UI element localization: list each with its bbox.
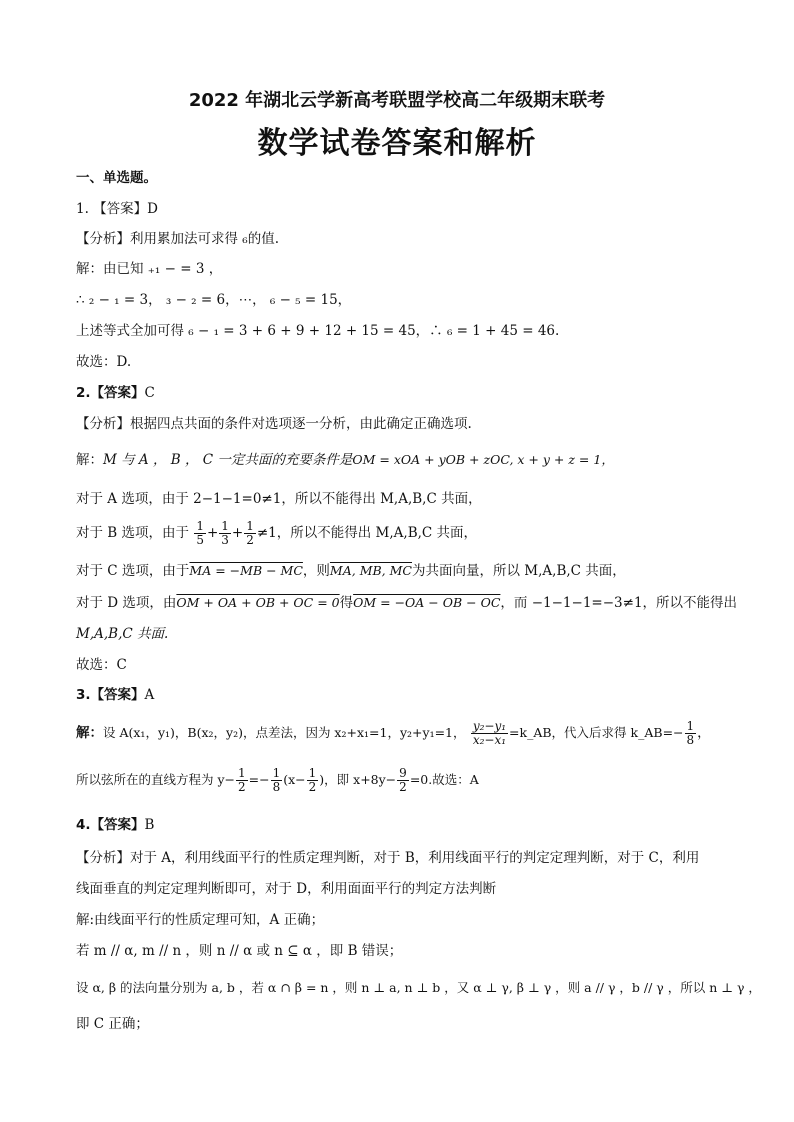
q1-line-1: 解：由已知 ₊₁ − = 3 ， bbox=[76, 261, 223, 277]
q4-answer bbox=[76, 815, 726, 835]
fraction-one-fifth: $\frac{1}{5}$ bbox=[196, 519, 204, 547]
q2-l1-text: M 与 A ， B ， C 一定共面的充要条件是 bbox=[103, 452, 353, 468]
q3-l2-prefix: 所以弦所在的直线方程为 y− bbox=[76, 772, 236, 787]
q2-l1-prefix: 解： bbox=[76, 452, 103, 468]
q1-answer: 1. 【答案】D bbox=[76, 201, 158, 217]
q3-l2-suffix: =0.故选：A bbox=[409, 772, 479, 787]
fraction-one-half: $\frac{1}{2}$ bbox=[246, 519, 254, 547]
q3-l2-mid2: (x− bbox=[283, 772, 306, 787]
q4-line-3: 设 α, β 的法向量分别为 a, b ，若 α ∩ β = n ，则 n ⊥ a, n ⊥ b ，又 α ⊥ γ, β ⊥ γ ，则 a // γ ，b // γ ，所以 n ⊥ γ ， bbox=[76, 980, 761, 995]
q4-line-2: 若 m // α, m // n ，则 n // α 或 n ⊆ α ，即 B 错误； bbox=[76, 943, 403, 959]
fraction-slope: $\frac{\text{y₂−y₁}}{\text{x₂−x₁}}$ bbox=[472, 719, 507, 747]
q2-l5-equation-2: OM = −OA − OB − OC bbox=[353, 595, 501, 610]
q2-l4-prefix: 对于 C 选项，由于 bbox=[76, 563, 190, 579]
q3-l1-end: ， bbox=[697, 725, 711, 741]
q2-line-1 bbox=[76, 450, 726, 470]
q2-answer bbox=[76, 383, 726, 403]
fraction-one-eighth-b: $\frac{1}{8}$ bbox=[272, 766, 281, 794]
q2-l4-vectors: MA, MB, MC bbox=[329, 563, 412, 578]
q1-line-3: 上述等式全加可得 ₆ − ₁ = 3 + 6 + 9 + 12 + 15 = 45，∴ ₆ = 1 + 45 = 46. bbox=[76, 323, 560, 339]
q4-answer-value: B bbox=[144, 817, 155, 833]
q2-l5-prefix: 对于 D 选项，由 bbox=[76, 595, 177, 611]
q4-analysis-1: 【分析】对于 A，利用线面平行的性质定理判断，对于 B，利用线面平行的判定定理判断，对于 C，利用 bbox=[76, 850, 700, 866]
q4-analysis-2: 线面垂直的判定定理判断即可，对于 D，利用面面平行的判定方法判断 bbox=[76, 881, 497, 897]
q2-l4-equation: MA = −MB − MC bbox=[189, 563, 303, 578]
document-title: 数学试卷答案和解析 bbox=[257, 126, 537, 161]
fraction-nine-half: $\frac{9}{2}$ bbox=[399, 766, 407, 794]
q2-line-6: M,A,B,C 共面. bbox=[76, 626, 169, 642]
q3-answer bbox=[76, 685, 726, 705]
q2-line-4 bbox=[76, 561, 726, 581]
fraction-one-half-b: $\frac{1}{2}$ bbox=[238, 766, 246, 794]
q2-answer-label: 2.【答案】 bbox=[76, 385, 145, 401]
q4-answer-label: 4.【答案】 bbox=[76, 817, 145, 833]
q2-answer-value: C bbox=[144, 385, 155, 401]
q3-answer-value: A bbox=[144, 687, 155, 703]
q4-line-1: 解:由线面平行的性质定理可知，A 正确； bbox=[76, 912, 325, 928]
q2-l4-suffix: 为共面向量，所以 M,A,B,C 共面， bbox=[412, 563, 626, 579]
q2-line-5 bbox=[76, 593, 738, 613]
q3-answer-label: 3.【答案】 bbox=[76, 687, 145, 703]
section-heading: 一、单选题。 bbox=[76, 170, 157, 186]
q3-l2-mid3: )，即 x+8y− bbox=[319, 772, 397, 787]
q2-l3-suffix: ≠1，所以不能得出 M,A,B,C 共面， bbox=[256, 525, 478, 541]
q4-line-4: 即 C 正确； bbox=[76, 1016, 149, 1032]
q2-l5-equation-1: OM + OA + OB + OC = 0 bbox=[176, 595, 340, 610]
q3-l1-prefix: 解： bbox=[76, 725, 103, 741]
q2-line-3: 对于 B 选项，由于 $\frac{1}{5}$ + $\frac{1}{3}$ + $\frac{1}{2}$ ≠1，所以不能得出 M,A,B,C 共面， bbox=[76, 519, 478, 547]
q2-line-7: 故选：C bbox=[76, 657, 127, 673]
q3-line-2 bbox=[76, 767, 726, 794]
exam-title: 2022 年湖北云学新高考联盟学校高二年级期末联考 bbox=[188, 90, 606, 111]
q1-line-2: ∴ ₂ − ₁ = 3， ₃ − ₂ = 6，⋯， ₆ − ₅ = 15， bbox=[76, 292, 352, 308]
q2-l1-equation: OM = xOA + yOB + zOC, x + y + z = 1， bbox=[352, 452, 614, 467]
q3-l1-text: 设 A(x₁，y₁)，B(x₂，y₂)，点差法，因为 x₂+x₁=1，y₂+y₁=1， bbox=[103, 725, 466, 740]
q2-analysis: 【分析】根据四点共面的条件对选项逐一分析，由此确定正确选项. bbox=[76, 416, 472, 432]
q2-l4-mid: ，则 bbox=[302, 563, 330, 579]
q2-l3-prefix: 对于 B 选项，由于 bbox=[76, 525, 190, 541]
q3-l1-after: =k_AB，代入后求得 k_AB=− bbox=[509, 725, 684, 740]
q1-line-4: 故选：D. bbox=[76, 354, 132, 370]
q1-analysis: 【分析】利用累加法可求得 ₆的值. bbox=[76, 231, 279, 247]
q3-line-1 bbox=[76, 720, 726, 747]
q2-l5-mid: 得 bbox=[339, 595, 354, 611]
fraction-one-third: $\frac{1}{3}$ bbox=[221, 519, 229, 547]
q3-l2-mid1: =− bbox=[248, 772, 270, 787]
q2-l5-suffix: ，而 −1−1−1=−3≠1，所以不能得出 bbox=[500, 595, 738, 611]
fraction-one-eighth-a: $\frac{1}{8}$ bbox=[686, 719, 695, 747]
fraction-one-half-c: $\frac{1}{2}$ bbox=[308, 766, 317, 794]
q2-line-2: 对于 A 选项，由于 2−1−1=0≠1，所以不能得出 M,A,B,C 共面， bbox=[76, 491, 482, 507]
